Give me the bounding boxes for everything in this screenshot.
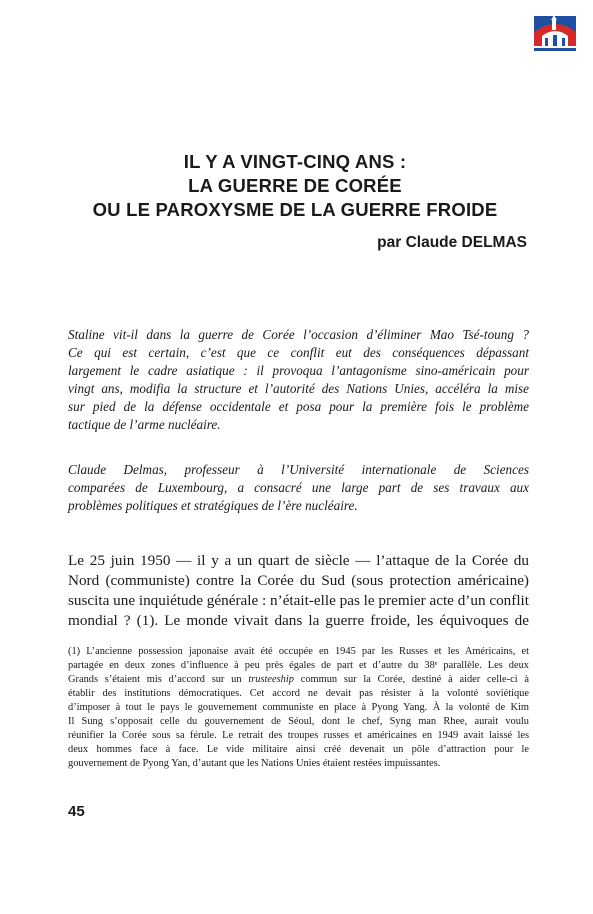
body-line: Le 25 juin 1950 — il y a un quart de siècle — l’attaque de la Corée du [68, 552, 529, 569]
abstract-line: tactique de l’arme nucléaire. [68, 417, 221, 432]
footnote-line: gouvernement de Pyong Yan, d’autant que les Nations Unies étaient restées impuissantes. [68, 758, 441, 769]
body-line: mondial ? (1). Le monde vivait dans la guerre froide, les équivoques de [68, 612, 529, 629]
title-line: IL Y A VINGT-CINQ ANS : [183, 151, 407, 172]
abstract-line: sur pied de la défense occidentale et posa pour la première fois le problème [68, 399, 529, 414]
publisher-logo [532, 14, 578, 54]
footnote-line: d’imposer à tout le pays le gouvernement communiste en place à Pyong Yang. À la volonté de Kim [68, 702, 529, 713]
footnote-line: (1) L’ancienne possession japonaise avait été occupée en 1945 par les Russes et les Américains, et [68, 646, 529, 657]
footnote [68, 645, 529, 771]
footnote-line: partagée en deux zones d’influence à peu près égales de part et d’autre du 38ᵉ parallèle. Les deux [68, 660, 529, 671]
body-line: suscita une inquiétude générale : n’était-elle pas le premier acte d’un conflit [68, 592, 529, 609]
abstract [68, 326, 529, 434]
article-title [60, 150, 530, 222]
abstract-line: vingt ans, modifia la structure et l’autorité des Nations Unies, accéléra la mise [68, 381, 529, 396]
bio-line: comparées de Luxembourg, a consacré une large part de ses travaux aux [68, 480, 529, 495]
footnote-line: deux hommes face à face. Le vide militaire ainsi créé devenait un pôle d’attraction pour le [68, 744, 529, 755]
author-byline: par Claude DELMAS [377, 234, 527, 251]
bio-line: problèmes politiques et stratégiques de l’ère nucléaire. [68, 498, 358, 513]
abstract-line: Staline vit-il dans la guerre de Corée l’occasion d’éliminer Mao Tsé-toung ? [68, 327, 529, 342]
footnote-line: Grands s’étaient mis d’accord sur un trusteeship commun sur la Corée, destiné à aider celle-ci à [68, 674, 529, 685]
abstract-line: largement le cadre asiatique : il provoqua l’antagonisme sino-américain pour [68, 363, 529, 378]
body-line: Nord (communiste) contre la Corée du Sud (sous protection américaine) [68, 572, 529, 589]
page-number: 45 [68, 803, 85, 820]
footnote-line: réunifier la Corée sous sa férule. Le retrait des troupes russes et américaines en 1949 avait laissé les [68, 730, 529, 741]
body-paragraph [68, 551, 529, 631]
bio-line: Claude Delmas, professeur à l’Université internationale de Sciences [68, 462, 529, 477]
title-line: OU LE PAROXYSME DE LA GUERRE FROIDE [92, 199, 498, 220]
abstract-line: Ce qui est certain, c’est que ce conflit eut des conséquences dépassant [68, 345, 529, 360]
author-bio [68, 461, 529, 515]
footnote-line: établir des institutions démocratiques. Cet accord ne devait pas résister à la volonté soviétique [68, 688, 529, 699]
footnote-line: Il Sung s’opposait celle du gouvernement de Séoul, dont le chef, Syng man Rhee, aurait voulu [68, 716, 529, 727]
title-line: LA GUERRE DE CORÉE [188, 175, 402, 196]
